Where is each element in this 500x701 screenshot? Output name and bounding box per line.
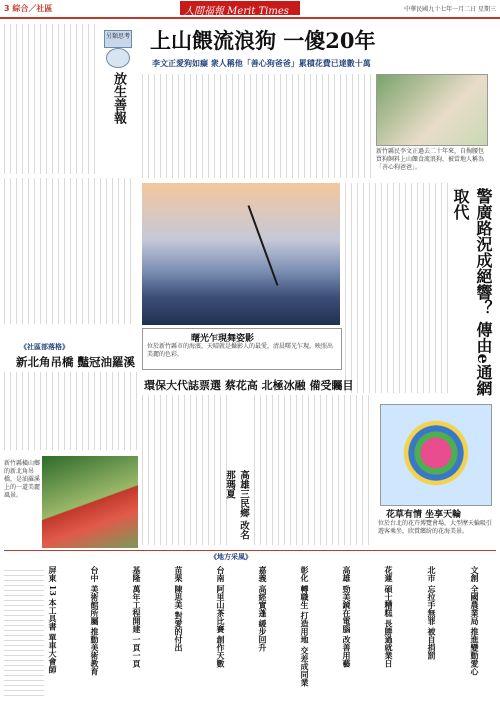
issue-date: 中華民國九十七年一月二日 星期三: [404, 6, 496, 13]
bridge-headline: 新北角吊橋 豔冠油羅溪: [16, 355, 136, 369]
env-headline: 環保大代誌票選 蔡花高 北極冰融 備受矚目: [144, 379, 354, 392]
env-side-body: [254, 395, 374, 545]
bridge-section-tag: 《社區部落格》: [20, 343, 69, 351]
local-news-tag: 《地方采風》: [210, 553, 252, 561]
photo-caption-box: [142, 328, 342, 370]
main-headline: 上山餵流浪狗 一傻20年: [150, 28, 376, 53]
column-badge: [104, 30, 132, 48]
env-story-body: [142, 395, 228, 545]
local-news-body-a: [4, 566, 44, 696]
main-story-body: [142, 74, 372, 178]
bridge-photo-caption: 新竹縣橫山鄉的新北角吊橋，是油羅溪上的一道美麗風景。: [4, 460, 41, 499]
local-news-item-5: 彰化 轉職生 打造用地 交差成同業: [300, 566, 310, 687]
bridge-story-body: [4, 372, 138, 450]
local-news-item-10: 台中 美術館所屬 推動美術教育: [90, 566, 100, 676]
local-news-rule: [4, 550, 496, 551]
ferris-wheel-photo: [380, 404, 492, 506]
local-news-item-4: 高雄 勁美鏡在電腦 改善用藝: [342, 566, 352, 668]
side-story-body: [345, 183, 451, 393]
header-rule: [0, 17, 500, 19]
local-news-item-2: 北市 忘拉手無罪 被自捐罰: [427, 566, 437, 660]
local-news-item-11: 屏東 13 本工具書 單車大會師: [48, 566, 58, 674]
local-news-item-8: 苗栗 陳思美 對愛的付出: [174, 566, 184, 652]
main-subheadline: 李文正愛狗如癡 衆人稱他「善心狗爸爸」累積花費已達數十萬: [152, 59, 371, 68]
photo-feature-title: 曙光乍現舞姿影: [191, 334, 255, 344]
photo-feature-caption: 位於新竹縣市的海濱，天晴就是攝影人的最愛，清晨曙光乍現，映照出美麗的色彩。: [147, 343, 334, 358]
ferris-photo-caption: 位於台北的花卉博覽會場，大型摩天輪吸引遊客乘坐，欣賞繽紛的花海美景。: [378, 520, 493, 535]
side-story-headline: 警廣路況成絕響？ 傳由e通網取代: [451, 188, 493, 396]
fishing-rod-figure: [248, 205, 279, 286]
page-section-label: 3 綜合／社區: [4, 4, 53, 13]
beach-sunrise-photo: [142, 183, 340, 325]
suspension-bridge-photo: [42, 456, 138, 548]
local-news-item-9: 基隆 萬年工程開建 一頁一頁: [132, 566, 142, 668]
column-body-text-2: [4, 178, 136, 324]
main-photo-caption: 新竹縣民李文正過去二十年來，自掏腰包買狗飼料上山餵食流浪狗，被當地人稱為「善心狗爸爸」。: [376, 148, 485, 171]
column-badge-label: 另類思考: [105, 33, 130, 40]
masthead-title: 人間福報 Merit Times: [184, 6, 289, 17]
local-news-item-7: 台南 阿里山茶比賽 創作天數: [216, 566, 226, 668]
env-side-headline: 高雄三民鄉 改名那瑪夏: [224, 470, 249, 540]
page-header: [0, 0, 500, 17]
local-news-item-1: 文創 全國農業局 推進變動愛心: [470, 566, 480, 676]
local-news-item-3: 花蓮 碩士糟糕 長勝過就業日: [384, 566, 394, 668]
local-news-item-6: 嘉義 高經實蓬 緩步回升: [258, 566, 268, 652]
column-logo-icon: [106, 48, 130, 68]
column-title: 放生善報: [111, 72, 126, 124]
main-story-photo: [376, 74, 488, 146]
ferris-photo-title: 花草有情 坐享天輪: [386, 510, 462, 520]
column-body-text: [4, 24, 100, 174]
